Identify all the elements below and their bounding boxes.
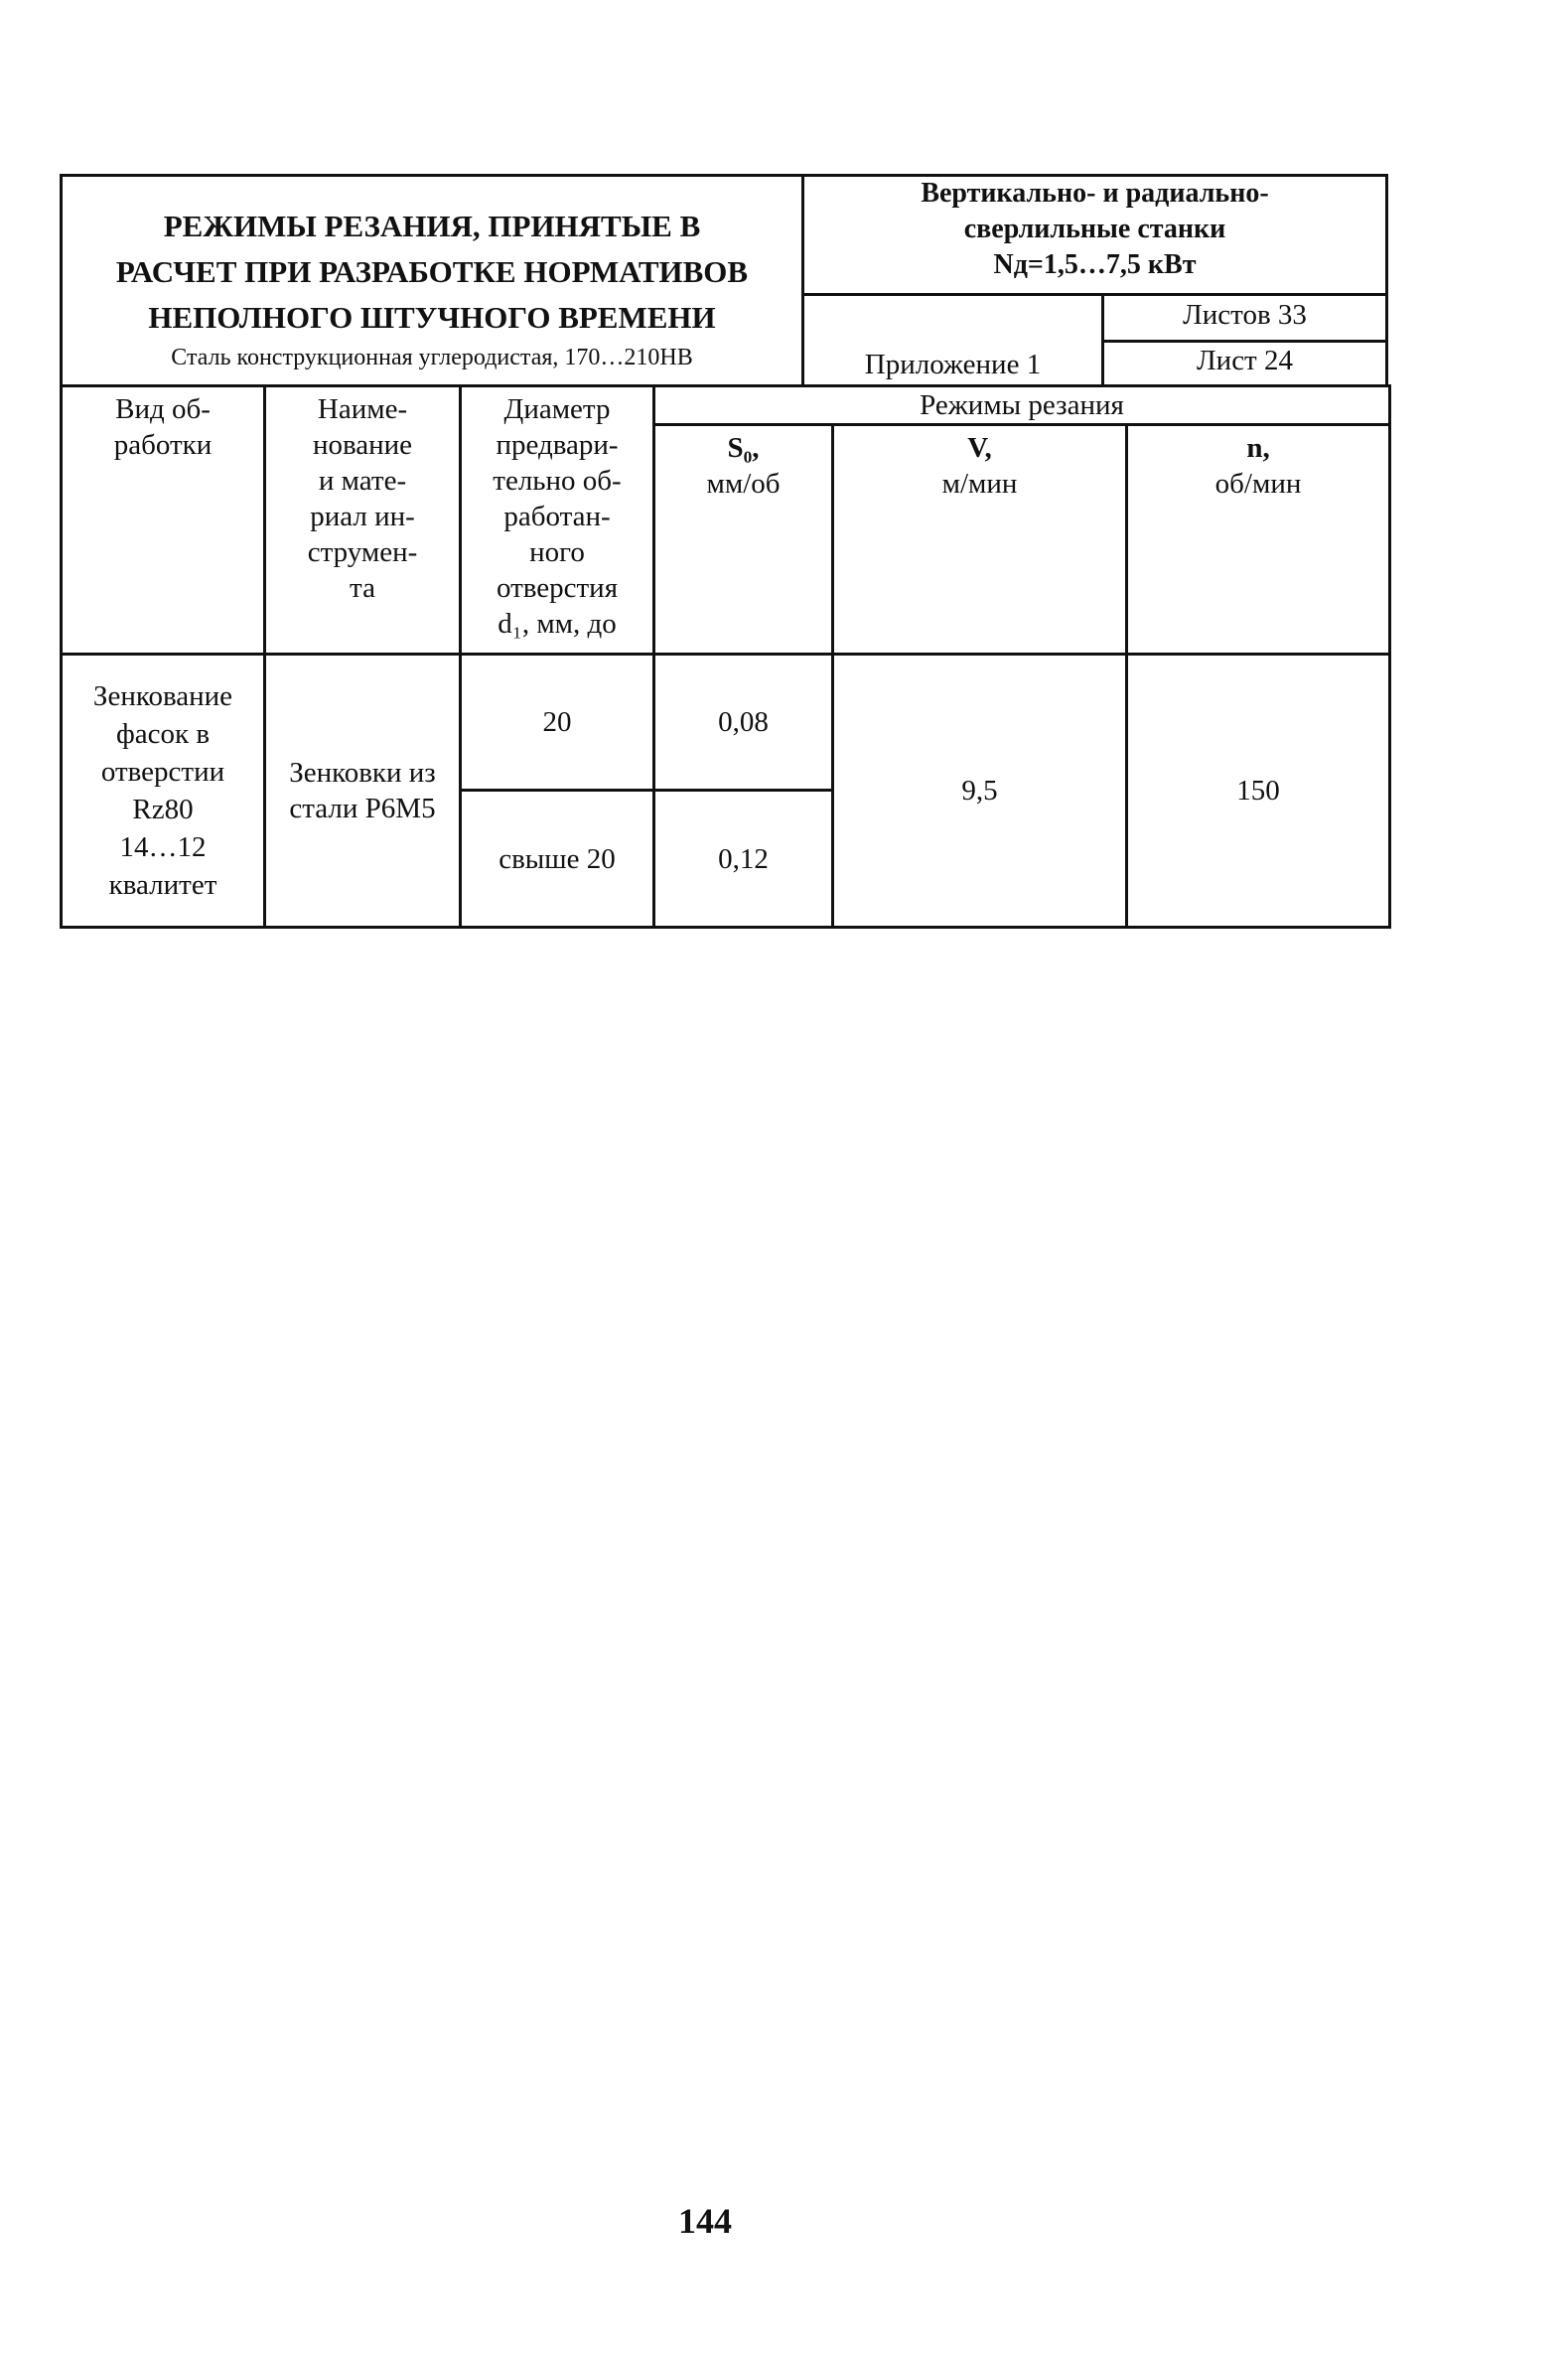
header-diameter (461, 386, 654, 655)
table-header-row (62, 386, 1390, 425)
header-unit: мм/об (706, 468, 781, 500)
header-text: струмен- (307, 536, 418, 568)
header-text: предвари- (496, 429, 619, 461)
machine-line: Вертикально- и радиально- (921, 178, 1269, 209)
title-line: РЕЖИМЫ РЕЗАНИЯ, ПРИНЯТЫЕ В (163, 209, 701, 243)
header-text: ного (529, 536, 585, 568)
header-text: Наиме- (317, 393, 408, 425)
cell-text: квалитет (108, 869, 217, 901)
cell-process (62, 655, 265, 928)
header-text: и мате- (318, 465, 407, 497)
document-title (60, 204, 804, 341)
cell-text: Rz80 (132, 794, 194, 825)
sheet-number-label: Лист 24 (1197, 345, 1293, 376)
header-unit: м/мин (941, 468, 1018, 500)
machine-line: Nд=1,5…7,5 кВт (993, 249, 1197, 280)
header-process-type (62, 386, 265, 655)
header-text: d₁, мм, до (498, 608, 617, 640)
machine-description (801, 176, 1388, 283)
header-symbol: V, (967, 432, 992, 464)
cell-text: Зенкование (92, 680, 233, 712)
header-unit: об/мин (1214, 468, 1302, 500)
header-speed (833, 425, 1127, 655)
title-line: НЕПОЛНОГО ШТУЧНОГО ВРЕМЕНИ (148, 300, 716, 335)
page-number: 144 (678, 2201, 732, 2241)
cell-rpm: 150 (1127, 655, 1390, 928)
header-text: та (350, 572, 375, 604)
header-text: Диаметр (503, 393, 611, 425)
header-text: риал ин- (310, 501, 415, 532)
header-text: тельно об- (493, 465, 622, 497)
cell-text: отверстии (100, 756, 225, 788)
cell-diameter: 20 (461, 655, 654, 791)
cutting-modes-table (60, 384, 1391, 929)
header-cutting-modes: Режимы резания (654, 386, 1390, 425)
header-text: работки (113, 429, 213, 461)
title-line: РАСЧЕТ ПРИ РАЗРАБОТКЕ НОРМАТИВОВ (115, 254, 749, 289)
header-feed (654, 425, 833, 655)
document-header (60, 174, 1388, 387)
header-text: Вид об- (115, 393, 211, 425)
material-subtitle: Сталь конструкционная углеродистая, 170…210НВ (171, 345, 693, 370)
header-symbol: S₀, (727, 432, 760, 464)
appendix-label: Приложение 1 (864, 349, 1042, 380)
cell-feed: 0,08 (654, 655, 833, 791)
header-text: работан- (503, 501, 611, 532)
header-symbol: n, (1246, 432, 1270, 464)
cell-text: Зенковки из (289, 757, 436, 789)
sheets-total-label: Листов 33 (1183, 299, 1307, 331)
header-tool (265, 386, 461, 655)
header-rpm (1127, 425, 1390, 655)
cell-feed: 0,12 (654, 791, 833, 928)
cell-text: 14…12 (119, 831, 207, 863)
cell-text: фасок в (115, 718, 211, 750)
cell-tool (265, 655, 461, 928)
cell-speed: 9,5 (833, 655, 1127, 928)
machine-line: сверлильные станки (963, 214, 1226, 244)
header-text: нование (312, 429, 413, 461)
cell-text: стали Р6М5 (289, 793, 436, 824)
header-text: отверстия (496, 572, 619, 604)
table-row (62, 655, 1390, 791)
cell-diameter: свыше 20 (461, 791, 654, 928)
